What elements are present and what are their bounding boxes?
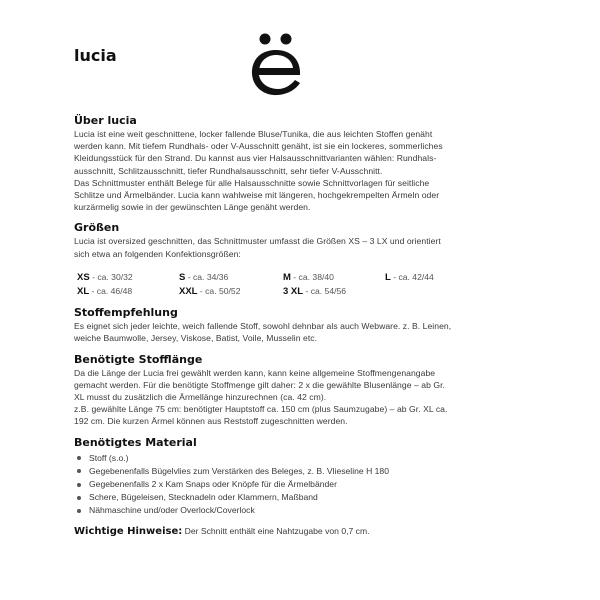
bullet-icon xyxy=(77,483,81,487)
document-content xyxy=(74,114,540,537)
length-line: gemacht werden. Für die benötigte Stoffmenge gilt daher: 2 x die gewählte Blusenlänge – ab Gr. xyxy=(74,379,445,390)
section-material xyxy=(74,436,540,518)
section-heading-sizes: Größen xyxy=(74,221,120,235)
about-line: Schlitze und Ärmelbänder. Lucia kann wahlweise mit längeren, hochgekrempelten Ärmeln oder xyxy=(74,190,440,201)
size-cell: L - ca. 42/44 xyxy=(385,271,434,283)
size-cell: M - ca. 38/40 xyxy=(283,271,334,283)
section-heading-fabric: Stoffempfehlung xyxy=(74,306,178,320)
section-sizes xyxy=(74,221,540,298)
section-fabric xyxy=(74,306,540,344)
size-cell: XL - ca. 46/48 xyxy=(77,286,133,298)
e-umlaut-logo-icon xyxy=(245,30,307,98)
material-list xyxy=(74,452,540,518)
list-item: Schere, Bügeleisen, Stecknadeln oder Klammern, Maßband xyxy=(74,491,540,504)
important-hints xyxy=(74,526,540,537)
section-about xyxy=(74,114,540,213)
about-line: kurzärmelig sowie in der gewünschten Länge genäht werden. xyxy=(74,202,311,213)
length-line: z.B. gewählte Länge 75 cm: benötigter Hauptstoff ca. 150 cm (plus Saumzugabe) – ab Gr. XL ca. xyxy=(74,404,448,415)
hints-label: Wichtige Hinweise: xyxy=(74,525,183,537)
size-cell: XS - ca. 30/32 xyxy=(77,271,133,283)
about-line: Das Schnittmuster enthält Belege für alle Halsausschnitte sowie Schnittvorlagen für seitliche xyxy=(74,177,430,188)
bullet-icon xyxy=(77,456,81,460)
section-length xyxy=(74,353,540,428)
sizes-line: Lucia ist oversized geschnitten, das Schnittmuster umfasst die Größen XS – 3 LX und orientiert xyxy=(74,236,441,247)
length-line: 192 cm. Die kurzen Ärmel können aus Reststoff zugeschnitten werden. xyxy=(74,416,348,427)
sizes-line: sich etwa an folgenden Konfektionsgrößen: xyxy=(74,248,241,259)
fabric-line: weiche Baumwolle, Jersey, Viskose, Batist, Voile, Musselin etc. xyxy=(74,333,318,344)
list-item: Gegebenenfalls Bügelvlies zum Verstärken des Beleges, z. B. Vlieseline H 180 xyxy=(74,465,540,478)
length-line: XL musst du zusätzlich die Ärmellänge hinzurechnen (ca. 42 cm). xyxy=(74,392,327,403)
size-table xyxy=(77,271,540,298)
bullet-icon xyxy=(77,469,81,473)
bullet-icon xyxy=(77,509,81,513)
size-cell: XXL - ca. 50/52 xyxy=(179,286,241,298)
section-heading-length: Benötigte Stofflänge xyxy=(74,352,203,366)
section-heading-material: Benötigtes Material xyxy=(74,435,197,449)
about-line: Lucia ist eine weit geschnittene, locker fallende Bluse/Tunika, die aus leichten Stoffen genäht xyxy=(74,129,433,139)
about-line: ausschnitt, Schlitzausschnitt, tiefer Rundhalsausschnitt, sehr tiefer V-Ausschnitt. xyxy=(74,165,383,176)
list-item: Gegebenenfalls 2 x Kam Snaps oder Knöpfe für die Ärmelbänder xyxy=(74,478,540,491)
list-item: Stoff (s.o.) xyxy=(74,452,540,465)
about-line: werden kann. Mit tiefem Rundhals- oder V-Ausschnitt genäht, ist sie ein lockeres, sommerliches xyxy=(74,141,443,152)
document-title: lucia xyxy=(74,46,117,65)
about-line: Kleidungsstück für den Strand. Du kannst aus vier Halsausschnittvarianten wählen: Rundhals- xyxy=(74,153,437,164)
list-item: Nähmaschine und/oder Overlock/Coverlock xyxy=(74,504,540,517)
size-cell: 3 XL - ca. 54/56 xyxy=(283,286,347,298)
length-line: Da die Länge der Lucia frei gewählt werden kann, kann keine allgemeine Stoffmengenangabe xyxy=(74,367,436,378)
size-cell: S - ca. 34/36 xyxy=(179,271,229,283)
bullet-icon xyxy=(77,496,81,500)
hints-text: Der Schnitt enthält eine Nahtzugabe von 0,7 cm. xyxy=(182,525,370,536)
section-heading-about: Über lucia xyxy=(74,114,137,127)
fabric-line: Es eignet sich jeder leichte, weich fallende Stoff, sowohl dehnbar als auch Webware. z. B. Leinen, xyxy=(74,321,452,332)
